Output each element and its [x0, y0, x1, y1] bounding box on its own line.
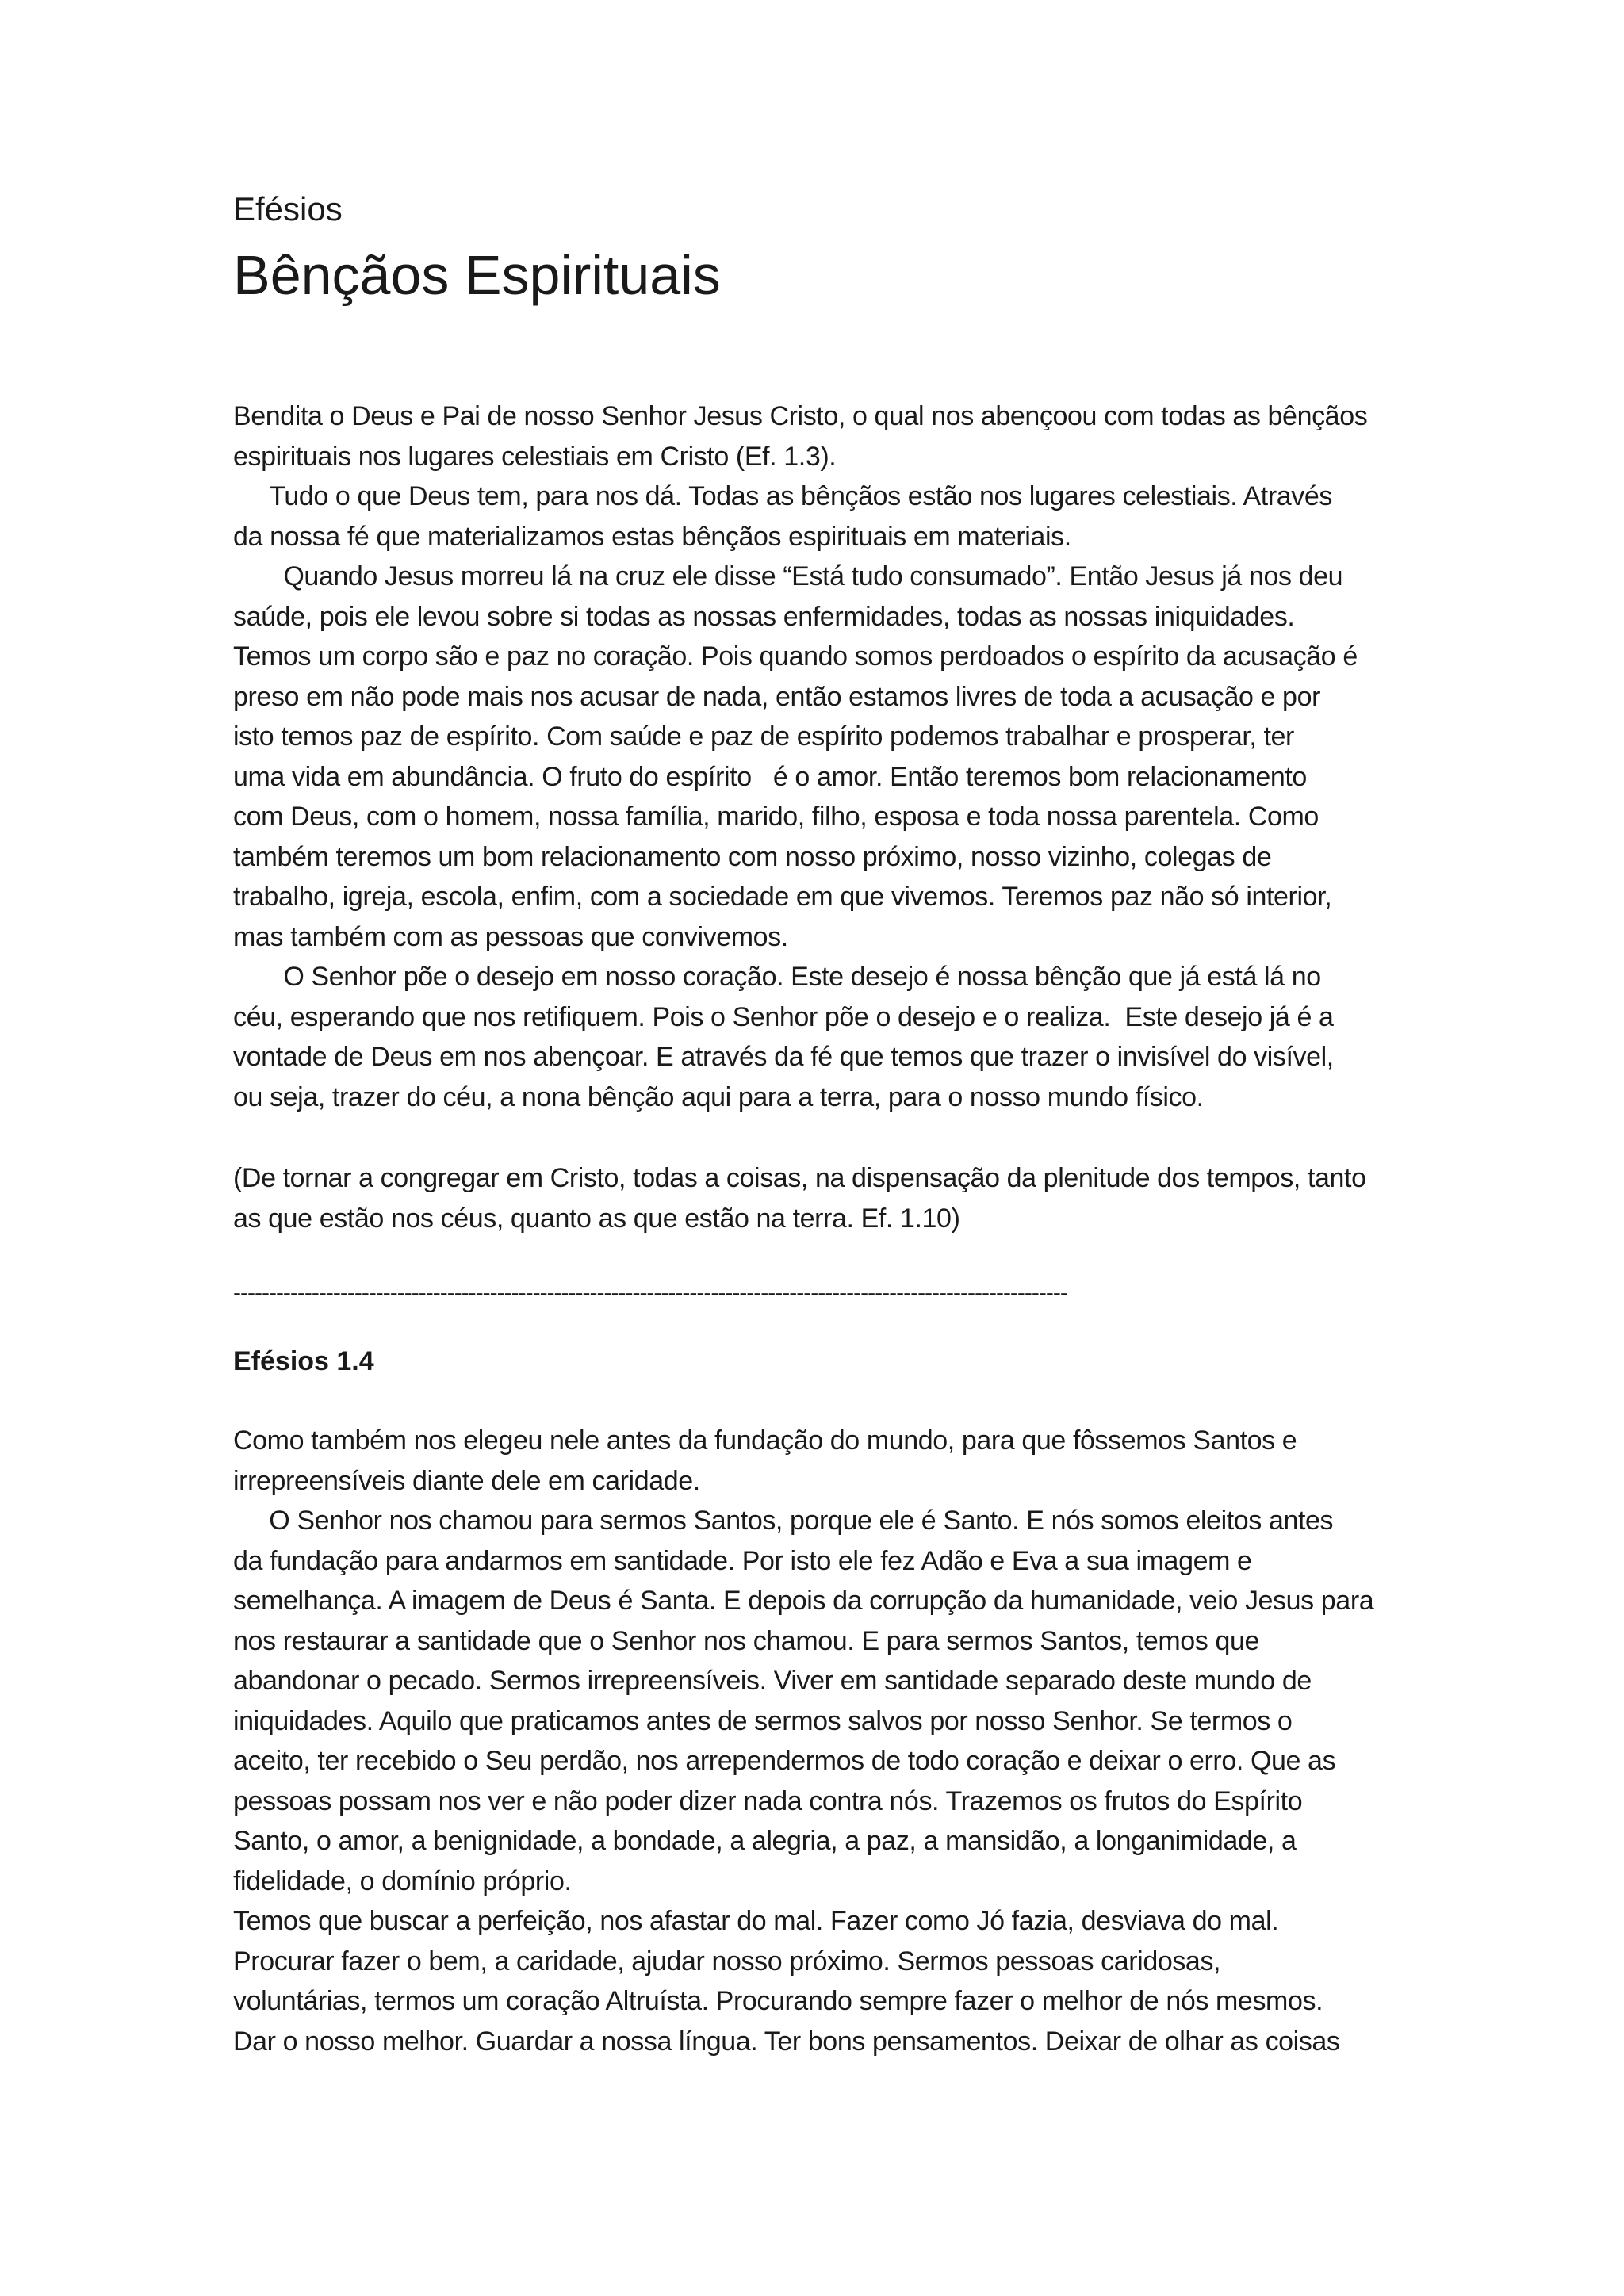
document-page: [233, 187, 1415, 2061]
body-section-2: Como também nos elegeu nele antes da fundação do mundo, para que fôssemos Santos e irrepreensíveis diante dele em caridade. O Senhor nos chamou para sermos Santos, porque ele é Santo. E nós somos eleitos antes da fundação para andarmos em santidade. Por isto ele fez Adão e Eva a sua imagem e semelhança. A imagem de Deus é Santa. E depois da corrupção da humanidade, veio Jesus para nos restaurar a santidade que o Senhor nos chamou. E para sermos Santos, temos que abandonar o pecado. Sermos irrepreensíveis. Viver em santidade separado deste mundo de iniquidades. Aquilo que praticamos antes de sermos salvos por nosso Senhor. Se termos o aceito, ter recebido o Seu perdão, nos arrependermos de todo coração e deixar o erro. Que as pessoas possam nos ver e não poder dizer nada contra nós. Trazemos os frutos do Espírito Santo, o amor, a benignidade, a bondade, a alegria, a paz, a mansidão, a longanimidade, a fidelidade, o domínio próprio. Temos que buscar a perfeição, nos afastar do mal. Fazer como Jó fazia, desviava do mal. Procurar fazer o bem, a caridade, ajudar nosso próximo. Sermos pessoas caridosas, voluntárias, termos um coração Altruísta. Procurando sempre fazer o melhor de nós mesmos. Dar o nosso melhor. Guardar a nossa língua. Ter bons pensamentos. Deixar de olhar as coisas: [233, 1425, 1374, 2057]
document-subtitle: Efésios: [233, 190, 343, 228]
body-section-1: Bendita o Deus e Pai de nosso Senhor Jesus Cristo, o qual nos abençoou com todas as bênçãos espirituais nos lugares celestiais em Cristo (Ef. 1.3). Tudo o que Deus tem, para nos dá. Todas as bênçãos estão nos lugares celestiais. Através da nossa fé que materializamos estas bênçãos espirituais em materiais. Quando Jesus morreu lá na cruz ele disse “Está tudo consumado”. Então Jesus já nos deu saúde, pois ele levou sobre si todas as nossas enfermidades, todas as nossas iniquidades. Temos um corpo são e paz no coração. Pois quando somos perdoados o espírito da acusação é preso em não pode mais nos acusar de nada, então estamos livres de toda a acusação e por isto temos paz de espírito. Com saúde e paz de espírito podemos trabalhar e prosperar, ter uma vida em abundância. O fruto do espírito é o amor. Então teremos bom relacionamento com Deus, com o homem, nossa família, marido, filho, esposa e toda nossa parentela. Como também teremos um bom relacionamento com nosso próximo, nosso vizinho, colegas de trabalho, igreja, escola, enfim, com a sociedade em que vivemos. Teremos paz não só interior, mas também com as pessoas que convivemos. O Senhor põe o desejo em nosso coração. Este desejo é nossa bênção que já está lá no céu, esperando que nos retifiquem. Pois o Senhor põe o desejo e o realiza. Este desejo já é a vontade de Deus em nos abençoar. E através da fé que temos que trazer o invisível do visível, ou seja, trazer do céu, a nona bênção aqui para a terra, para o nosso mundo físico.: [233, 401, 1368, 1112]
section-heading: Efésios 1.4: [233, 1346, 374, 1376]
document-title: Bênçãos Espirituais: [233, 244, 721, 306]
scripture-quote: (De tornar a congregar em Cristo, todas a coisas, na dispensação da plenitude dos tempos, tanto as que estão nos céus, quanto as que estão na terra. Ef. 1.10): [233, 1163, 1366, 1234]
section-divider: ---------------------------------------------------------------------------------------------------------------------: [233, 1280, 1067, 1306]
